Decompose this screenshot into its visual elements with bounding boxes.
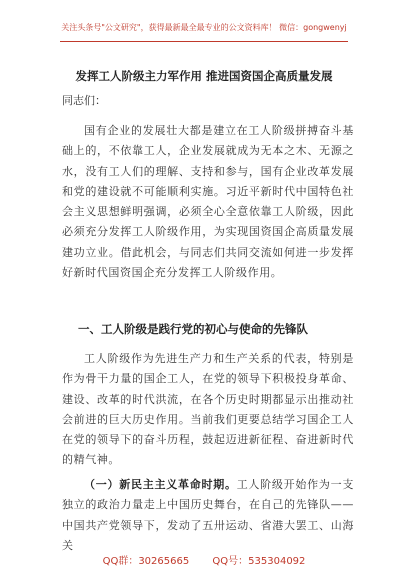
document-title: 发挥工人阶级主力军作用 推进国资国企高质量发展 [75,69,333,83]
qq-number: QQ号：535304092 [212,556,306,567]
contact-footer [0,552,408,567]
paragraph-3 [62,475,354,556]
salutation: 同志们： [62,94,106,107]
subsection-heading: （一）新民主主义革命时期。 [84,478,237,491]
promo-header: 关注头条号"公文研究"，获得最新最全最专业的公文资料库！ 微信：gongwenyj [61,23,347,32]
section-heading-1: 一、工人阶级是践行党的初心与使命的先锋队 [78,322,308,336]
paragraph-2: 工人阶级作为先进生产力和生产关系的代表，特别是作为骨干力量的国企工人，在党的领导下积极投身革命、建设、改革的时代洪流，在各个历史时期都显示出推动社会前进的巨大历史作用。当前我们更要总结学习国企工人在党的领导下的奋斗历程，鼓起迈进新征程、奋进新时代的精气神。 [62,352,354,467]
header-divider [60,41,348,42]
paragraph-3-text: 工人阶级开始作为一支独立的政治力量走上中国历史舞台，在自己的先锋队——中国共产党领导下，发动了五卅运动、省港大罢工、山海关 [62,478,354,552]
qq-group-number: QQ群：30265665 [102,556,190,567]
paragraph-1: 国有企业的发展壮大都是建立在工人阶级拼搏奋斗基础上的，不依靠工人，企业发展就成为无本之木、无源之水，没有工人们的理解、支持和参与，国有企业改革发展和党的建设就不可能顺利实施。习近平新时代中国特色社会主义思想鲜明强调，必须全心全意依靠工人阶级，因此必须充分发挥工人阶级作用，为实现国资国企高质量发展建功立业。借此机会，与同志们共同交流如何进一步发挥好新时代国资国企充分发挥工人阶级作用。 [62,124,354,280]
